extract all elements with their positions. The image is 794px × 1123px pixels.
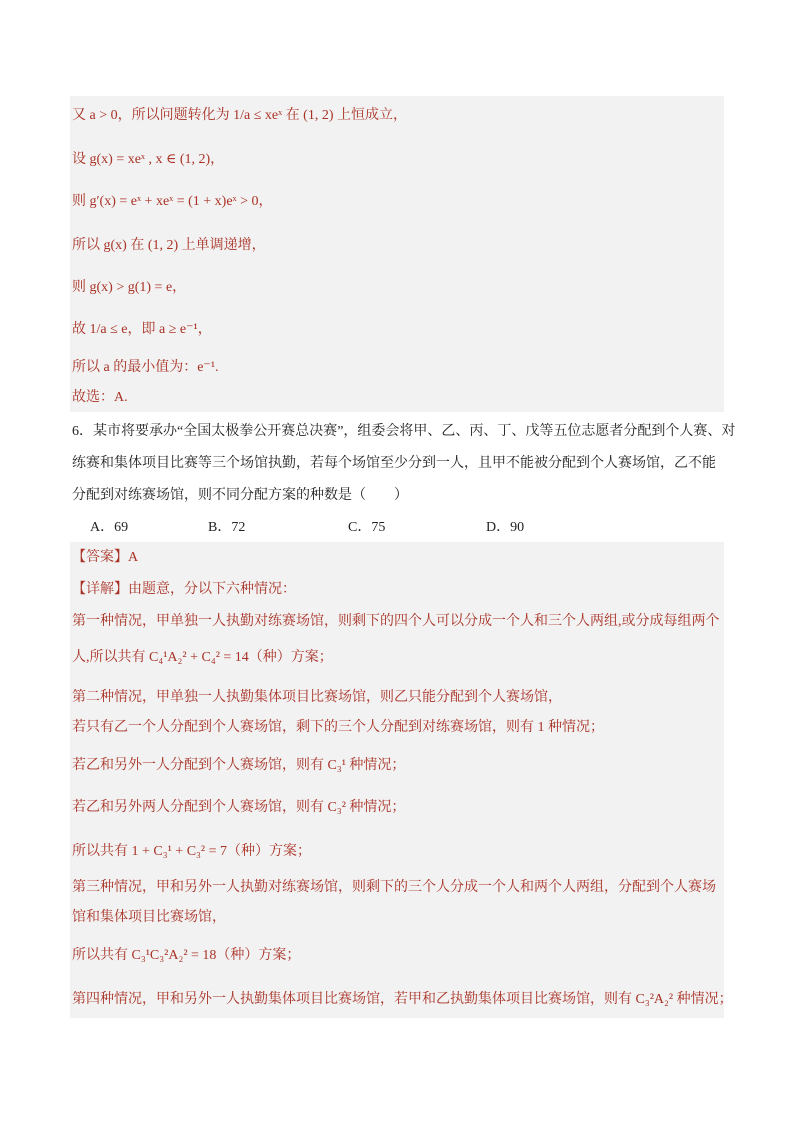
solution-line: 人,所以共有 C₄¹A₂² + C₄² = 14（种）方案； [72,650,333,665]
solution-line: 若乙和另外两人分配到个人赛场馆，则有 C₃² 种情况； [72,800,406,815]
solution-line: 故选：A. [72,390,128,405]
solution-line: 故 1/a ≤ e，即 a ≥ e⁻¹， [72,322,212,337]
answer-label: 【答案】A [72,550,139,565]
question-text: 分配到对练赛场馆，则不同分配方案的种数是（ ） [72,488,408,503]
solution-line: 所以共有 C₃¹C₃²A₂² = 18（种）方案； [72,948,301,963]
solution-line: 馆和集体项目比赛场馆， [72,910,226,925]
solution-line: 所以 g(x) 在 (1, 2) 上单调递增， [72,238,266,253]
option-c: C．75 [348,520,386,535]
solution-line: 第三种情况，甲和另外一人执勤对练赛场馆，则剩下的三个人分成一个人和两个人两组，分配到个人赛场 [72,880,716,895]
solution-line: 若乙和另外一人分配到个人赛场馆，则有 C₃¹ 种情况； [72,758,406,773]
option-a: A．69 [90,520,129,535]
solution-line: 所以 a 的最小值为：e⁻¹. [72,360,219,375]
question-text: 练赛和集体项目比赛等三个场馆执勤，若每个场馆至少分到一人，且甲不能被分配到个人赛场馆，乙不能 [72,456,716,471]
solution-line: 第四种情况，甲和另外一人执勤集体项目比赛场馆，若甲和乙执勤集体项目比赛场馆，则有 C₃²A₂² 种情况； [72,992,733,1007]
solution-line: 设 g(x) = xeˣ , x ∈ (1, 2)， [72,152,225,167]
solution-line: 第一种情况，甲单独一人执勤对练赛场馆，则剩下的四个人可以分成一个人和三个人两组,或分成每组两个 [72,614,720,629]
solution-line: 所以共有 1 + C₃¹ + C₃² = 7（种）方案； [72,844,312,859]
solution-line: 又 a > 0，所以问题转化为 1/a ≤ xeˣ 在 (1, 2) 上恒成立， [72,108,407,123]
solution-line: 第二种情况，甲单独一人执勤集体项目比赛场馆，则乙只能分配到个人赛场馆， [72,690,562,705]
option-d: D．90 [486,520,525,535]
question-text: 6．某市将要承办“全国太极拳公开赛总决赛”，组委会将甲、乙、丙、丁、戊等五位志愿者分配到个人赛、对 [72,424,736,439]
solution-line: 则 g′(x) = eˣ + xeˣ = (1 + x)eˣ > 0， [72,194,273,209]
option-b: B．72 [208,520,246,535]
detail-label: 【详解】由题意，分以下六种情况： [72,582,296,597]
solution-line: 若只有乙一个人分配到个人赛场馆，剩下的三个人分配到对练赛场馆，则有 1 种情况； [72,720,604,735]
solution-line: 则 g(x) > g(1) = e， [72,280,187,295]
